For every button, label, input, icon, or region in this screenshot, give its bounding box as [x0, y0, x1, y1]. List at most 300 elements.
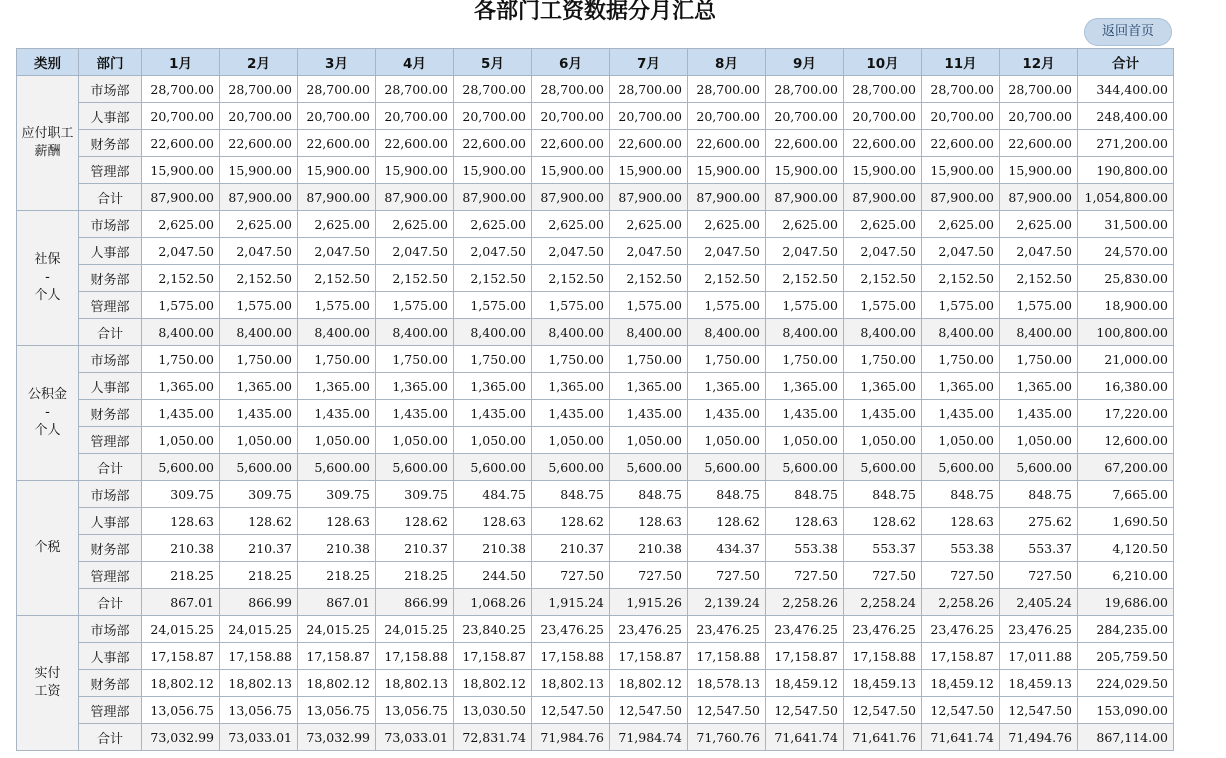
department-cell: 人事部 — [79, 238, 142, 265]
value-cell: 866.99 — [220, 589, 298, 616]
value-cell: 22,600.00 — [1000, 130, 1078, 157]
value-cell: 20,700.00 — [220, 103, 298, 130]
value-cell: 1,365.00 — [454, 373, 532, 400]
value-cell: 128.62 — [376, 508, 454, 535]
value-cell: 727.50 — [922, 562, 1000, 589]
value-cell: 28,700.00 — [220, 76, 298, 103]
department-cell: 财务部 — [79, 265, 142, 292]
value-cell: 8,400.00 — [844, 319, 922, 346]
department-cell: 财务部 — [79, 130, 142, 157]
value-cell: 28,700.00 — [298, 76, 376, 103]
value-cell: 18,459.13 — [844, 670, 922, 697]
value-cell: 87,900.00 — [454, 184, 532, 211]
value-cell: 28,700.00 — [142, 76, 220, 103]
table-row — [17, 238, 1174, 265]
value-cell: 71,494.76 — [1000, 724, 1078, 751]
value-cell: 1,435.00 — [142, 400, 220, 427]
subtotal-row — [17, 319, 1174, 346]
value-cell: 1,068.26 — [454, 589, 532, 616]
value-cell: 1,050.00 — [298, 427, 376, 454]
value-cell: 1,050.00 — [610, 427, 688, 454]
value-cell: 73,032.99 — [142, 724, 220, 751]
total-cell: 1,690.50 — [1078, 508, 1174, 535]
value-cell: 5,600.00 — [142, 454, 220, 481]
value-cell: 1,365.00 — [610, 373, 688, 400]
column-header: 11月 — [922, 49, 1000, 76]
value-cell: 22,600.00 — [298, 130, 376, 157]
value-cell: 87,900.00 — [766, 184, 844, 211]
value-cell: 2,258.24 — [844, 589, 922, 616]
value-cell: 2,152.50 — [142, 265, 220, 292]
value-cell: 13,056.75 — [298, 697, 376, 724]
table-row — [17, 535, 1174, 562]
value-cell: 15,900.00 — [454, 157, 532, 184]
value-cell: 128.63 — [610, 508, 688, 535]
value-cell: 2,047.50 — [142, 238, 220, 265]
department-cell: 管理部 — [79, 427, 142, 454]
value-cell: 727.50 — [844, 562, 922, 589]
value-cell: 18,459.12 — [766, 670, 844, 697]
value-cell: 20,700.00 — [844, 103, 922, 130]
value-cell: 18,802.12 — [142, 670, 220, 697]
value-cell: 2,405.24 — [1000, 589, 1078, 616]
value-cell: 18,802.13 — [532, 670, 610, 697]
value-cell: 87,900.00 — [298, 184, 376, 211]
value-cell: 28,700.00 — [376, 76, 454, 103]
value-cell: 24,015.25 — [220, 616, 298, 643]
value-cell: 87,900.00 — [844, 184, 922, 211]
total-cell: 16,380.00 — [1078, 373, 1174, 400]
value-cell: 218.25 — [376, 562, 454, 589]
value-cell: 848.75 — [688, 481, 766, 508]
value-cell: 1,750.00 — [766, 346, 844, 373]
table-row — [17, 643, 1174, 670]
value-cell: 484.75 — [454, 481, 532, 508]
value-cell: 2,047.50 — [922, 238, 1000, 265]
category-cell: 应付职工薪酬 — [17, 76, 79, 211]
value-cell: 867.01 — [142, 589, 220, 616]
page-title: 各部门工资数据分月汇总 — [473, 0, 716, 24]
value-cell: 2,625.00 — [532, 211, 610, 238]
column-header: 12月 — [1000, 49, 1078, 76]
value-cell: 210.37 — [220, 535, 298, 562]
value-cell: 210.37 — [376, 535, 454, 562]
value-cell: 218.25 — [220, 562, 298, 589]
value-cell: 13,030.50 — [454, 697, 532, 724]
value-cell: 309.75 — [298, 481, 376, 508]
column-header: 8月 — [688, 49, 766, 76]
value-cell: 8,400.00 — [454, 319, 532, 346]
value-cell: 2,047.50 — [298, 238, 376, 265]
value-cell: 28,700.00 — [610, 76, 688, 103]
total-cell: 21,000.00 — [1078, 346, 1174, 373]
value-cell: 20,700.00 — [142, 103, 220, 130]
value-cell: 2,625.00 — [610, 211, 688, 238]
total-cell: 100,800.00 — [1078, 319, 1174, 346]
total-cell: 67,200.00 — [1078, 454, 1174, 481]
value-cell: 309.75 — [220, 481, 298, 508]
value-cell: 18,578.13 — [688, 670, 766, 697]
value-cell: 5,600.00 — [220, 454, 298, 481]
value-cell: 28,700.00 — [844, 76, 922, 103]
total-cell: 190,800.00 — [1078, 157, 1174, 184]
value-cell: 128.63 — [142, 508, 220, 535]
value-cell: 2,625.00 — [766, 211, 844, 238]
value-cell: 23,476.25 — [532, 616, 610, 643]
value-cell: 2,047.50 — [610, 238, 688, 265]
table-row — [17, 427, 1174, 454]
value-cell: 1,750.00 — [688, 346, 766, 373]
value-cell: 12,547.50 — [766, 697, 844, 724]
table-row — [17, 346, 1174, 373]
value-cell: 1,435.00 — [610, 400, 688, 427]
value-cell: 1,435.00 — [454, 400, 532, 427]
value-cell: 2,152.50 — [610, 265, 688, 292]
value-cell: 17,158.87 — [142, 643, 220, 670]
value-cell: 17,158.88 — [376, 643, 454, 670]
value-cell: 87,900.00 — [1000, 184, 1078, 211]
value-cell: 2,047.50 — [454, 238, 532, 265]
table-row — [17, 157, 1174, 184]
value-cell: 1,365.00 — [1000, 373, 1078, 400]
value-cell: 210.38 — [298, 535, 376, 562]
value-cell: 17,158.87 — [454, 643, 532, 670]
value-cell: 1,575.00 — [376, 292, 454, 319]
value-cell: 1,915.24 — [532, 589, 610, 616]
value-cell: 2,047.50 — [1000, 238, 1078, 265]
value-cell: 867.01 — [298, 589, 376, 616]
value-cell: 2,152.50 — [220, 265, 298, 292]
value-cell: 2,152.50 — [532, 265, 610, 292]
value-cell: 244.50 — [454, 562, 532, 589]
value-cell: 128.62 — [220, 508, 298, 535]
value-cell: 1,750.00 — [532, 346, 610, 373]
total-cell: 7,665.00 — [1078, 481, 1174, 508]
category-cell: 社保 - 个人 — [17, 211, 79, 346]
total-cell: 18,900.00 — [1078, 292, 1174, 319]
value-cell: 128.63 — [922, 508, 1000, 535]
value-cell: 23,476.25 — [688, 616, 766, 643]
value-cell: 87,900.00 — [610, 184, 688, 211]
value-cell: 73,032.99 — [298, 724, 376, 751]
value-cell: 28,700.00 — [1000, 76, 1078, 103]
subtotal-row — [17, 184, 1174, 211]
value-cell: 309.75 — [142, 481, 220, 508]
value-cell: 8,400.00 — [298, 319, 376, 346]
table-row — [17, 373, 1174, 400]
table-row — [17, 265, 1174, 292]
total-cell: 19,686.00 — [1078, 589, 1174, 616]
value-cell: 18,459.12 — [922, 670, 1000, 697]
value-cell: 2,047.50 — [766, 238, 844, 265]
value-cell: 28,700.00 — [922, 76, 1000, 103]
value-cell: 2,152.50 — [298, 265, 376, 292]
value-cell: 12,547.50 — [532, 697, 610, 724]
home-button[interactable]: 返回首页 — [1084, 18, 1172, 46]
value-cell: 8,400.00 — [922, 319, 1000, 346]
table-row — [17, 211, 1174, 238]
value-cell: 5,600.00 — [844, 454, 922, 481]
value-cell: 2,139.24 — [688, 589, 766, 616]
value-cell: 2,625.00 — [142, 211, 220, 238]
value-cell: 17,158.87 — [298, 643, 376, 670]
value-cell: 2,152.50 — [766, 265, 844, 292]
value-cell: 12,547.50 — [1000, 697, 1078, 724]
table-row — [17, 103, 1174, 130]
value-cell: 87,900.00 — [688, 184, 766, 211]
value-cell: 1,750.00 — [454, 346, 532, 373]
value-cell: 1,050.00 — [454, 427, 532, 454]
table-row — [17, 76, 1174, 103]
value-cell: 87,900.00 — [922, 184, 1000, 211]
value-cell: 12,547.50 — [688, 697, 766, 724]
value-cell: 848.75 — [922, 481, 1000, 508]
value-cell: 23,476.25 — [844, 616, 922, 643]
department-cell: 财务部 — [79, 535, 142, 562]
value-cell: 8,400.00 — [142, 319, 220, 346]
category-cell: 实付 工资 — [17, 616, 79, 751]
value-cell: 309.75 — [376, 481, 454, 508]
table-row — [17, 292, 1174, 319]
value-cell: 218.25 — [142, 562, 220, 589]
value-cell: 15,900.00 — [376, 157, 454, 184]
value-cell: 22,600.00 — [220, 130, 298, 157]
value-cell: 1,050.00 — [922, 427, 1000, 454]
column-header: 9月 — [766, 49, 844, 76]
column-header: 合计 — [1078, 49, 1174, 76]
value-cell: 2,625.00 — [844, 211, 922, 238]
value-cell: 5,600.00 — [298, 454, 376, 481]
value-cell: 17,158.88 — [688, 643, 766, 670]
value-cell: 1,050.00 — [142, 427, 220, 454]
value-cell: 22,600.00 — [922, 130, 1000, 157]
column-header: 2月 — [220, 49, 298, 76]
value-cell: 1,575.00 — [532, 292, 610, 319]
column-header: 10月 — [844, 49, 922, 76]
value-cell: 72,831.74 — [454, 724, 532, 751]
subtotal-row — [17, 454, 1174, 481]
value-cell: 73,033.01 — [376, 724, 454, 751]
value-cell: 5,600.00 — [376, 454, 454, 481]
department-cell: 合计 — [79, 724, 142, 751]
value-cell: 1,575.00 — [454, 292, 532, 319]
value-cell: 1,365.00 — [688, 373, 766, 400]
value-cell: 87,900.00 — [532, 184, 610, 211]
value-cell: 22,600.00 — [532, 130, 610, 157]
value-cell: 128.63 — [298, 508, 376, 535]
value-cell: 1,575.00 — [142, 292, 220, 319]
value-cell: 22,600.00 — [376, 130, 454, 157]
value-cell: 2,047.50 — [844, 238, 922, 265]
value-cell: 553.37 — [1000, 535, 1078, 562]
value-cell: 128.63 — [454, 508, 532, 535]
value-cell: 2,047.50 — [532, 238, 610, 265]
value-cell: 8,400.00 — [532, 319, 610, 346]
department-cell: 市场部 — [79, 346, 142, 373]
category-cell: 个税 — [17, 481, 79, 616]
total-cell: 153,090.00 — [1078, 697, 1174, 724]
value-cell: 1,750.00 — [220, 346, 298, 373]
column-header: 3月 — [298, 49, 376, 76]
value-cell: 2,625.00 — [1000, 211, 1078, 238]
total-cell: 248,400.00 — [1078, 103, 1174, 130]
value-cell: 20,700.00 — [298, 103, 376, 130]
value-cell: 2,625.00 — [688, 211, 766, 238]
value-cell: 2,047.50 — [688, 238, 766, 265]
value-cell: 1,050.00 — [1000, 427, 1078, 454]
value-cell: 1,575.00 — [922, 292, 1000, 319]
department-cell: 市场部 — [79, 211, 142, 238]
value-cell: 2,625.00 — [376, 211, 454, 238]
value-cell: 848.75 — [844, 481, 922, 508]
value-cell: 17,158.87 — [922, 643, 1000, 670]
value-cell: 1,575.00 — [610, 292, 688, 319]
value-cell: 15,900.00 — [532, 157, 610, 184]
total-cell: 344,400.00 — [1078, 76, 1174, 103]
salary-summary-table — [16, 48, 1174, 751]
value-cell: 5,600.00 — [610, 454, 688, 481]
department-cell: 财务部 — [79, 670, 142, 697]
value-cell: 1,050.00 — [688, 427, 766, 454]
value-cell: 1,365.00 — [376, 373, 454, 400]
value-cell: 15,900.00 — [220, 157, 298, 184]
value-cell: 23,476.25 — [766, 616, 844, 643]
value-cell: 210.38 — [142, 535, 220, 562]
department-cell: 管理部 — [79, 562, 142, 589]
value-cell: 18,802.13 — [376, 670, 454, 697]
total-cell: 6,210.00 — [1078, 562, 1174, 589]
value-cell: 1,750.00 — [298, 346, 376, 373]
value-cell: 553.38 — [922, 535, 1000, 562]
value-cell: 848.75 — [766, 481, 844, 508]
total-cell: 25,830.00 — [1078, 265, 1174, 292]
value-cell: 71,641.74 — [766, 724, 844, 751]
value-cell: 2,152.50 — [376, 265, 454, 292]
value-cell: 87,900.00 — [376, 184, 454, 211]
value-cell: 15,900.00 — [142, 157, 220, 184]
value-cell: 1,365.00 — [532, 373, 610, 400]
value-cell: 1,050.00 — [532, 427, 610, 454]
value-cell: 1,435.00 — [766, 400, 844, 427]
value-cell: 17,158.88 — [220, 643, 298, 670]
value-cell: 73,033.01 — [220, 724, 298, 751]
value-cell: 1,365.00 — [766, 373, 844, 400]
value-cell: 20,700.00 — [610, 103, 688, 130]
value-cell: 1,575.00 — [1000, 292, 1078, 319]
column-header: 1月 — [142, 49, 220, 76]
value-cell: 17,158.87 — [610, 643, 688, 670]
department-cell: 合计 — [79, 319, 142, 346]
value-cell: 5,600.00 — [688, 454, 766, 481]
value-cell: 71,984.74 — [610, 724, 688, 751]
table-row — [17, 481, 1174, 508]
value-cell: 22,600.00 — [142, 130, 220, 157]
value-cell: 24,015.25 — [298, 616, 376, 643]
value-cell: 1,365.00 — [922, 373, 1000, 400]
department-cell: 管理部 — [79, 697, 142, 724]
value-cell: 2,047.50 — [220, 238, 298, 265]
value-cell: 5,600.00 — [922, 454, 1000, 481]
value-cell: 71,760.76 — [688, 724, 766, 751]
value-cell: 1,915.26 — [610, 589, 688, 616]
value-cell: 1,050.00 — [376, 427, 454, 454]
value-cell: 210.38 — [610, 535, 688, 562]
value-cell: 1,050.00 — [220, 427, 298, 454]
value-cell: 17,011.88 — [1000, 643, 1078, 670]
value-cell: 2,152.50 — [454, 265, 532, 292]
table-row — [17, 616, 1174, 643]
value-cell: 18,802.12 — [454, 670, 532, 697]
value-cell: 727.50 — [610, 562, 688, 589]
department-cell: 市场部 — [79, 481, 142, 508]
value-cell: 2,152.50 — [922, 265, 1000, 292]
value-cell: 12,547.50 — [922, 697, 1000, 724]
value-cell: 22,600.00 — [610, 130, 688, 157]
column-header: 部门 — [79, 49, 142, 76]
value-cell: 2,625.00 — [454, 211, 532, 238]
value-cell: 1,750.00 — [1000, 346, 1078, 373]
value-cell: 8,400.00 — [220, 319, 298, 346]
column-header: 7月 — [610, 49, 688, 76]
value-cell: 71,641.74 — [922, 724, 1000, 751]
value-cell: 12,547.50 — [610, 697, 688, 724]
department-cell: 市场部 — [79, 616, 142, 643]
value-cell: 1,050.00 — [844, 427, 922, 454]
value-cell: 13,056.75 — [220, 697, 298, 724]
value-cell: 22,600.00 — [454, 130, 532, 157]
value-cell: 1,050.00 — [766, 427, 844, 454]
value-cell: 2,047.50 — [376, 238, 454, 265]
value-cell: 1,435.00 — [1000, 400, 1078, 427]
value-cell: 87,900.00 — [142, 184, 220, 211]
value-cell: 15,900.00 — [610, 157, 688, 184]
value-cell: 17,158.88 — [532, 643, 610, 670]
table-row — [17, 670, 1174, 697]
value-cell: 23,476.25 — [922, 616, 1000, 643]
value-cell: 23,476.25 — [1000, 616, 1078, 643]
total-cell: 12,600.00 — [1078, 427, 1174, 454]
value-cell: 128.63 — [766, 508, 844, 535]
value-cell: 553.38 — [766, 535, 844, 562]
value-cell: 22,600.00 — [844, 130, 922, 157]
total-cell: 205,759.50 — [1078, 643, 1174, 670]
value-cell: 22,600.00 — [766, 130, 844, 157]
value-cell: 727.50 — [532, 562, 610, 589]
value-cell: 15,900.00 — [844, 157, 922, 184]
value-cell: 210.38 — [454, 535, 532, 562]
value-cell: 8,400.00 — [766, 319, 844, 346]
value-cell: 553.37 — [844, 535, 922, 562]
value-cell: 13,056.75 — [142, 697, 220, 724]
total-cell: 17,220.00 — [1078, 400, 1174, 427]
department-cell: 管理部 — [79, 292, 142, 319]
value-cell: 1,365.00 — [844, 373, 922, 400]
department-cell: 市场部 — [79, 76, 142, 103]
department-cell: 合计 — [79, 184, 142, 211]
value-cell: 5,600.00 — [1000, 454, 1078, 481]
value-cell: 8,400.00 — [376, 319, 454, 346]
value-cell: 210.37 — [532, 535, 610, 562]
value-cell: 5,600.00 — [766, 454, 844, 481]
value-cell: 2,152.50 — [1000, 265, 1078, 292]
value-cell: 15,900.00 — [1000, 157, 1078, 184]
department-cell: 人事部 — [79, 643, 142, 670]
value-cell: 1,435.00 — [922, 400, 1000, 427]
total-cell: 31,500.00 — [1078, 211, 1174, 238]
value-cell: 71,641.76 — [844, 724, 922, 751]
value-cell: 1,575.00 — [298, 292, 376, 319]
value-cell: 1,575.00 — [844, 292, 922, 319]
